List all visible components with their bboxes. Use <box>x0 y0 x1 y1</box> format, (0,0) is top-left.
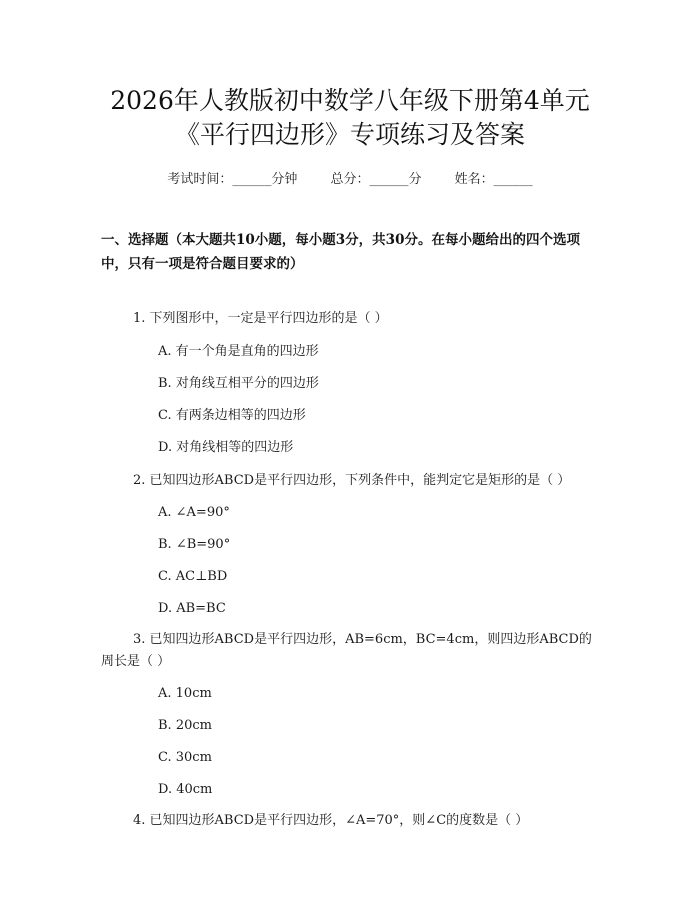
name-label: 姓名： <box>454 172 494 187</box>
exam-meta <box>0 168 700 187</box>
question-1-option-a: A. 有一个角是直角的四边形 <box>158 344 319 359</box>
name-blank: ______ <box>493 172 533 187</box>
question-1-stem: 1. 下列图形中，一定是平行四边形的是（ ） <box>133 311 388 326</box>
time-unit: 分钟 <box>271 172 298 187</box>
question-3-stem: 3. 已知四边形ABCD是平行四边形，AB=6cm，BC=4cm，则四边形ABCD的周长是（ ） <box>101 632 592 669</box>
question-2-option-b: B. ∠B=90° <box>158 537 231 552</box>
page-title-line-1: 2026年人教版初中数学八年级下册第4单元 <box>110 86 590 115</box>
question-1-option-b: B. 对角线互相平分的四边形 <box>158 376 319 391</box>
page-title-line-2: 《平行四边形》专项练习及答案 <box>174 120 525 149</box>
question-1-option-d: D. 对角线相等的四边形 <box>158 440 294 455</box>
question-2-option-c: C. AC⊥BD <box>158 569 228 584</box>
question-3-option-c: C. 30cm <box>158 750 212 765</box>
question-2-option-a: A. ∠A=90° <box>158 505 230 520</box>
score-label: 总分： <box>330 172 370 187</box>
time-blank: ______ <box>232 172 272 187</box>
question-2-stem: 2. 已知四边形ABCD是平行四边形，下列条件中，能判定它是矩形的是（ ） <box>133 473 571 488</box>
question-4-stem: 4. 已知四边形ABCD是平行四边形，∠A=70°，则∠C的度数是（ ） <box>133 813 529 828</box>
score-blank: ______ <box>369 172 409 187</box>
section-heading-choice: 一、选择题（本大题共10小题，每小题3分，共30分。在每小题给出的四个选项中，只有一项是符合题目要求的） <box>101 232 580 272</box>
time-label: 考试时间： <box>167 172 233 187</box>
question-2-option-d: D. AB=BC <box>158 601 226 616</box>
question-3-option-d: D. 40cm <box>158 782 213 797</box>
question-3-option-a: A. 10cm <box>158 686 212 701</box>
question-1-option-c: C. 有两条边相等的四边形 <box>158 408 306 423</box>
question-3-option-b: B. 20cm <box>158 718 212 733</box>
score-unit: 分 <box>408 172 422 187</box>
